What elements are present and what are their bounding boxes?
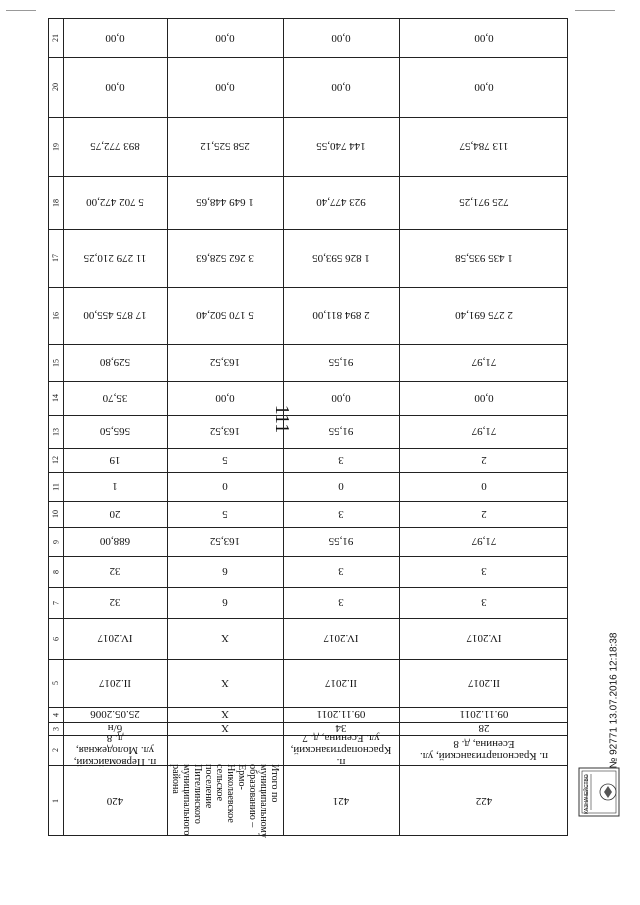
table-cell-row3-col6: IV.2017 — [323, 632, 359, 645]
table-cell-row1-col9: 688,00 — [99, 535, 131, 548]
table-cell-row3-col16: 2 894 811,00 — [312, 309, 370, 322]
column-number: 8 — [51, 569, 60, 574]
table-cell-row2-col8: 6 — [222, 565, 228, 578]
table-cell-row1-col4: 25.05.2006 — [90, 708, 140, 721]
table-cell-row2-col19: 258 525,12 — [200, 140, 250, 153]
table-cell-row3-col10: 3 — [338, 508, 344, 520]
table-cell-row2-col20: 0,00 — [215, 81, 235, 93]
table-cell-row2-col2 — [175, 738, 275, 762]
table-cell-row3-col18: 923 477,40 — [316, 196, 366, 209]
table-cell-row1-col10: 20 — [109, 508, 121, 520]
table-cell-row1-col19: 893 772,75 — [90, 140, 140, 153]
column-number: 20 — [51, 83, 60, 91]
table-cell-row4-col7: 3 — [481, 596, 487, 609]
table-cell-row1-col7: 32 — [109, 596, 121, 609]
table-cell-row4-col4: 09.11.2011 — [459, 708, 509, 721]
table-cell-row3-col13: 91,55 — [328, 425, 354, 438]
table-cell-row3-col19: 144 740,55 — [316, 140, 366, 153]
table-cell-row4-col15: 71,97 — [471, 356, 497, 369]
column-number: 13 — [51, 427, 60, 436]
table-cell-row3-col1: 421 — [332, 795, 350, 807]
table-cell-row3-col21: 0,00 — [331, 32, 351, 44]
table-cell-row1-col5: II.2017 — [98, 677, 132, 689]
table-cell-row1-col16: 17 875 455,00 — [83, 309, 147, 322]
table-cell-row4-col3: 28 — [478, 722, 490, 735]
table-cell-row1-col13: 565,50 — [99, 425, 131, 438]
table-cell-row1-col1: 420 — [106, 795, 124, 807]
document-registration-stamp: № 92771 13.07.2016 12:18:38 — [608, 632, 620, 768]
table-cell-row2-col1: Итого по муниципальному образованию – Ермо-Николаевское сельское поселение Пителинского муниципального района — [170, 764, 280, 838]
table-cell-row2-col5: X — [221, 677, 229, 689]
table-cell-row4-col16: 2 275 691,40 — [455, 309, 513, 322]
table-cell-row2-col10: 5 — [222, 508, 228, 520]
column-number: 9 — [51, 539, 60, 544]
table-cell-row4-col21: 0,00 — [474, 32, 494, 44]
column-number: 4 — [51, 712, 60, 717]
column-number: 11 — [51, 482, 60, 491]
table-cell-row4-col2: п. Краснопартизанский, ул. Есенина, д. 8 — [419, 738, 549, 762]
table-cell-row1-col14: 35,70 — [102, 392, 128, 404]
table-cell-row2-col16: 5 170 502,40 — [196, 309, 254, 322]
table-cell-row4-col20: 0,00 — [474, 81, 494, 93]
table-cell-row3-col3: 34 — [335, 722, 347, 735]
table-cell-row2-col3: X — [221, 722, 229, 735]
column-number: 10 — [51, 510, 60, 518]
footer-note — [604, 600, 624, 800]
table-cell-row4-col8: 3 — [481, 565, 487, 578]
table-cell-row4-col1: 422 — [475, 795, 493, 807]
table-cell-row1-col15: 529,80 — [99, 356, 131, 369]
table-cell-row2-col12: 5 — [222, 454, 228, 466]
table-cell-row4-col19: 113 784,57 — [459, 140, 509, 153]
top-dash-2 — [575, 10, 615, 11]
column-number: 18 — [51, 198, 60, 207]
table-cell-row3-col5: II.2017 — [324, 677, 358, 689]
table-cell-row3-col8: 3 — [338, 565, 344, 578]
table-cell-row2-col15: 163,52 — [209, 356, 241, 369]
top-dash-1 — [6, 10, 36, 11]
column-number: 12 — [51, 456, 60, 464]
table-cell-row1-col18: 5 702 472,00 — [86, 196, 144, 209]
table-cell-row3-col11: 0 — [338, 480, 344, 493]
table-cell-row4-col5: II.2017 — [467, 677, 501, 689]
column-number: 14 — [51, 394, 60, 402]
table-cell-row1-col12: 19 — [109, 454, 121, 466]
table-cell-row2-col6: X — [221, 632, 229, 645]
table-cell-row4-col9: 71,97 — [471, 535, 497, 548]
table-cell-row1-col6: IV.2017 — [97, 632, 133, 645]
column-number: 17 — [51, 254, 60, 262]
table-cell-row3-col4: 09.11.2011 — [316, 708, 366, 721]
table-cell-row4-col18: 725 971,25 — [459, 196, 509, 209]
table-cell-row3-col7: 3 — [338, 596, 344, 609]
table-cell-row4-col6: IV.2017 — [466, 632, 502, 645]
table-cell-row3-col20: 0,00 — [331, 81, 351, 93]
stamp-text: КАЗНАЧЕЙСТВО — [584, 774, 590, 814]
table-cell-row3-col9: 91,55 — [328, 535, 354, 548]
table-cell-row3-col15: 91,55 — [328, 356, 354, 369]
column-number: 2 — [51, 748, 60, 752]
column-number: 6 — [51, 636, 60, 641]
table-cell-row2-col4: X — [221, 708, 229, 721]
page-number: 111 — [271, 404, 293, 434]
table-cell-row2-col14: 0,00 — [215, 392, 235, 404]
table-cell-row2-col11: 0 — [222, 480, 228, 493]
table-cell-row4-col11: 0 — [481, 480, 487, 493]
column-number: 1 — [51, 799, 60, 803]
table-cell-row3-col12: 3 — [338, 454, 344, 466]
table-cell-row1-col21: 0,00 — [105, 32, 125, 44]
table-cell-row3-col2: п. Краснопартизанский, ул. Есенина, д. 7 — [290, 732, 392, 768]
table-cell-row2-col18: 1 649 448,65 — [196, 196, 254, 209]
table-cell-row1-col17: 11 279 210,25 — [83, 252, 147, 264]
column-number: 16 — [51, 311, 60, 320]
registry-table — [48, 18, 568, 836]
table-cell-row1-col8: 32 — [109, 565, 121, 578]
table-cell-row1-col20: 0,00 — [105, 81, 125, 93]
table-cell-row4-col12: 2 — [481, 454, 487, 466]
table-cell-row1-col2: п. Первомайский, ул. Молодежная, д. 8 — [73, 732, 157, 768]
table-cell-row3-col17: 1 826 593,05 — [312, 252, 370, 264]
column-number: 7 — [51, 600, 60, 605]
table-cell-row4-col14: 0,00 — [474, 392, 494, 404]
table-cell-row2-col7: 6 — [222, 596, 228, 609]
table-cell-row4-col13: 71,97 — [471, 425, 497, 438]
table-cell-row1-col11: 1 — [112, 480, 118, 493]
column-number: 5 — [51, 681, 60, 685]
table-cell-row2-col17: 3 262 528,63 — [196, 252, 254, 264]
table-cell-row3-col14: 0,00 — [331, 392, 351, 404]
column-number: 21 — [51, 34, 60, 42]
table-cell-row4-col17: 1 435 935,58 — [455, 252, 513, 264]
table-cell-row2-col13: 163,52 — [209, 425, 241, 438]
table-cell-row2-col9: 163,52 — [209, 535, 241, 548]
column-number: 3 — [51, 726, 60, 731]
column-number: 15 — [51, 358, 60, 367]
column-number: 19 — [51, 142, 60, 151]
table-cell-row1-col3: б/н — [107, 722, 123, 735]
table-cell-row4-col10: 2 — [481, 508, 487, 520]
table-cell-row2-col21: 0,00 — [215, 32, 235, 44]
